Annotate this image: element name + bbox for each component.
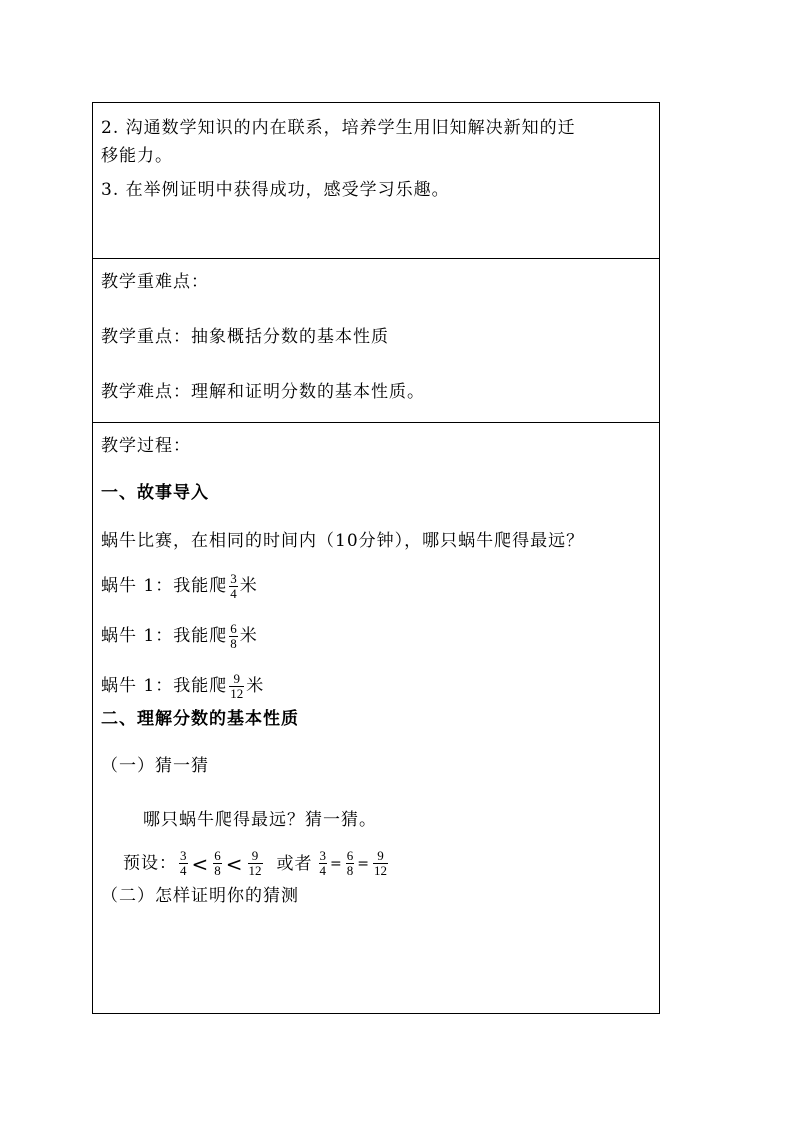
fraction-denominator: 4 [180,863,187,878]
hypothesis-fraction-b [213,849,222,878]
section-1-title: 一、故事导入 [101,483,209,503]
snail-1-label: 蜗牛 1：我能爬 [101,576,228,596]
key-points-row [93,259,660,423]
hypothesis-fraction-c [248,849,263,878]
equals-sign: = [330,855,343,872]
snail-1-fraction [229,572,238,601]
fraction-numerator: 6 [346,848,354,863]
snail-2-unit: 米 [239,626,258,646]
snail-2-claim [101,622,659,651]
goals-cell [93,103,660,259]
fraction-numerator: 9 [251,848,259,863]
story-question: 蜗牛比赛，在相同的时间内（10分钟），哪只蜗牛爬得最远？ [101,531,585,551]
equals-sign: = [357,855,370,872]
fraction-denominator: 12 [248,863,262,878]
or-label: 或者 [276,853,313,874]
equal-fraction-a [319,849,328,878]
fraction-numerator: 9 [233,671,240,686]
hypothesis-label: 预设： [123,853,177,874]
snail-3-label: 蜗牛 1：我能爬 [101,676,228,696]
goal-item-2-line-2: 移能力。 [101,146,173,166]
snail-1-unit: 米 [239,576,258,596]
less-than-sign: < [191,851,210,876]
process-row [93,423,660,1014]
snail-3-fraction [229,672,244,701]
fraction-denominator: 12 [374,863,387,878]
snail-2-fraction [229,622,238,651]
fraction-denominator: 12 [230,686,244,701]
fraction-denominator: 4 [319,863,327,878]
process-heading: 教学过程： [101,436,191,456]
section-2-title: 二、理解分数的基本性质 [101,709,299,729]
fraction-denominator: 4 [230,586,237,601]
subsection-prove: （二）怎样证明你的猜测 [101,886,299,906]
equal-fraction-c [373,849,388,878]
fraction-numerator: 6 [214,848,221,863]
lesson-plan-table [92,102,660,1014]
hypothesis-fraction-a [179,849,188,878]
key-points-cell [93,259,660,423]
goal-item-3: 3. 在举例证明中获得成功，感受学习乐趣。 [101,180,450,200]
subsection-guess: （一）猜一猜 [101,756,209,776]
less-than-sign: < [225,851,244,876]
teaching-focus: 教学重点：抽象概括分数的基本性质 [101,327,389,347]
fraction-numerator: 3 [180,848,187,863]
snail-3-claim [101,672,659,701]
fraction-denominator: 8 [214,863,221,878]
teaching-difficulty: 教学难点：理解和证明分数的基本性质。 [101,382,425,402]
snail-1-claim [101,572,659,601]
equal-fraction-b [346,849,355,878]
fraction-numerator: 9 [377,848,384,863]
fraction-numerator: 6 [230,621,237,636]
fraction-numerator: 3 [230,571,237,586]
fraction-denominator: 8 [346,863,354,878]
process-cell [93,423,660,1014]
goals-row [93,103,660,259]
hypothesis-line [123,849,681,878]
snail-2-label: 蜗牛 1：我能爬 [101,626,228,646]
fraction-denominator: 8 [230,636,237,651]
snail-3-unit: 米 [246,676,265,696]
key-points-heading: 教学重难点： [101,272,209,292]
goal-item-2-line-1: 2. 沟通数学知识的内在联系，培养学生用旧知解决新知的迁 [101,118,576,138]
guess-prompt: 哪只蜗牛爬得最远？猜一猜。 [143,810,377,830]
fraction-numerator: 3 [319,848,327,863]
